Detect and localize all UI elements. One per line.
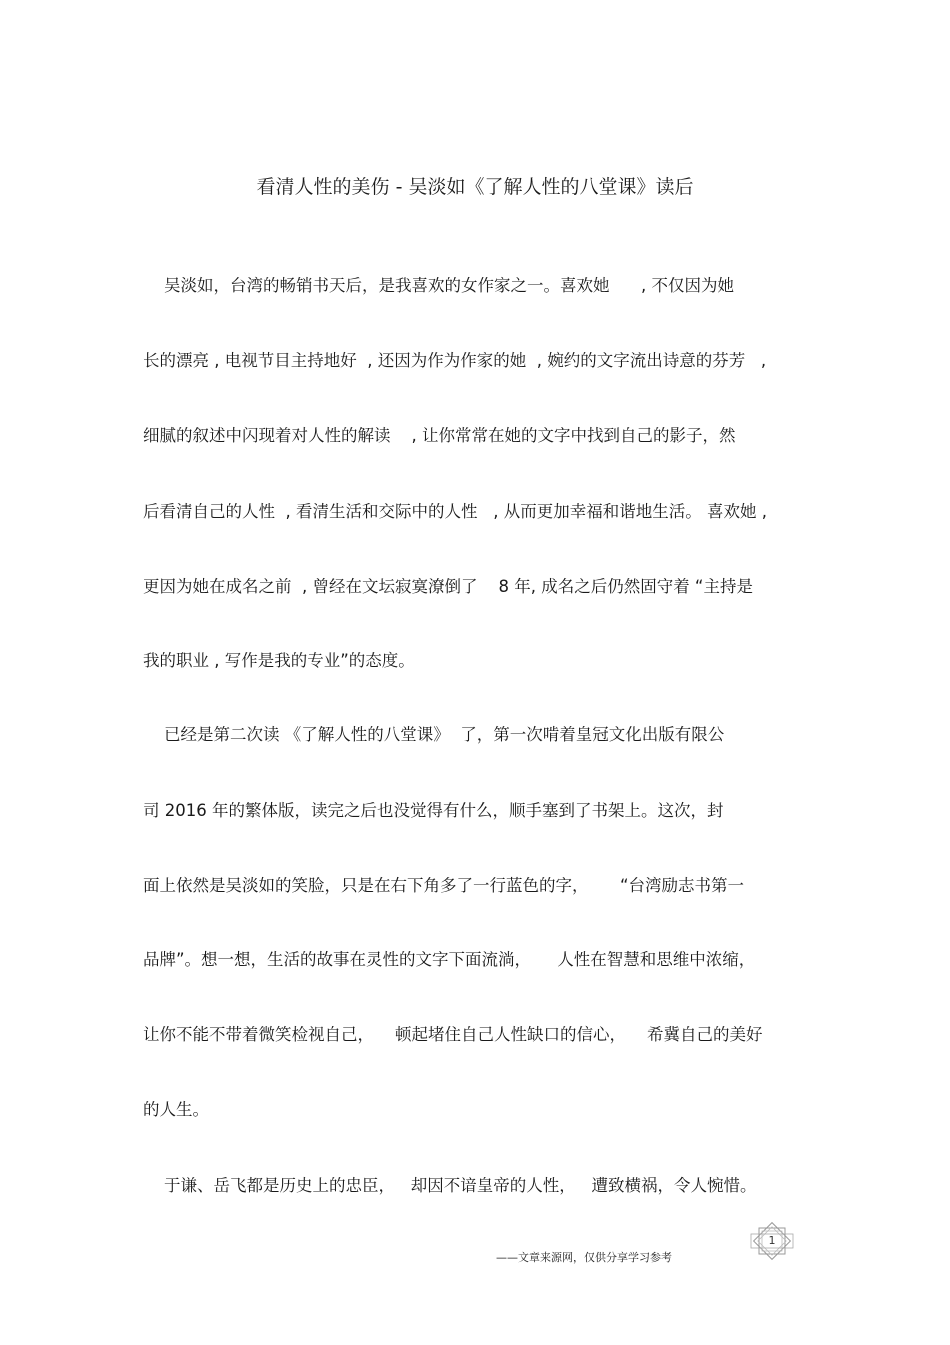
body-line: 我的职业 , 写作是我的专业”的态度。 bbox=[143, 651, 415, 670]
body-line: 司 2016 年的繁体版，读完之后也没觉得有什么，顺手塞到了书架上。这次，封 bbox=[143, 801, 724, 820]
body-line: 已经是第二次读 《了解人性的八堂课》 了，第一次啃着皇冠文化出版有限公 bbox=[143, 725, 725, 744]
body-line: 长的漂亮 , 电视节目主持地好 , 还因为作为作家的她 , 婉约的文字流出诗意的芬芳 , bbox=[143, 351, 767, 370]
octagram-page-badge-icon bbox=[748, 1219, 796, 1263]
body-line: 的人生。 bbox=[143, 1100, 209, 1119]
page-number: 1 bbox=[768, 1234, 776, 1247]
body-line: 让你不能不带着微笑检视自己， 顿起堵住自己人性缺口的信心， 希冀自己的美好 bbox=[143, 1025, 763, 1044]
footer-source-note: ——文章来源网，仅供分享学习参考 bbox=[496, 1251, 672, 1264]
body-line: 吴淡如，台湾的畅销书天后，是我喜欢的女作家之一。喜欢她 , 不仅因为她 bbox=[143, 276, 734, 295]
document-title: 看清人性的美伤 - 吴淡如《了解人性的八堂课》读后 bbox=[256, 176, 694, 198]
body-line: 细腻的叙述中闪现着对人性的解读 , 让你常常在她的文字中找到自己的影子，然 bbox=[143, 426, 736, 445]
body-line: 面上依然是吴淡如的笑脸，只是在右下角多了一行蓝色的字， “台湾励志书第一 bbox=[143, 876, 745, 895]
body-line: 更因为她在成名之前 , 曾经在文坛寂寞潦倒了 8 年, 成名之后仍然固守着 “主持是 bbox=[143, 577, 753, 596]
body-line: 后看清自己的人性 , 看清生活和交际中的人性 , 从而更加幸福和谐地生活。 喜欢她 , bbox=[143, 502, 767, 521]
body-line: 品牌”。想一想，生活的故事在灵性的文字下面流淌， 人性在智慧和思维中浓缩， bbox=[143, 950, 756, 969]
body-line: 于谦、岳飞都是历史上的忠臣， 却因不谙皇帝的人性， 遭致横祸，令人惋惜。 bbox=[143, 1176, 757, 1195]
